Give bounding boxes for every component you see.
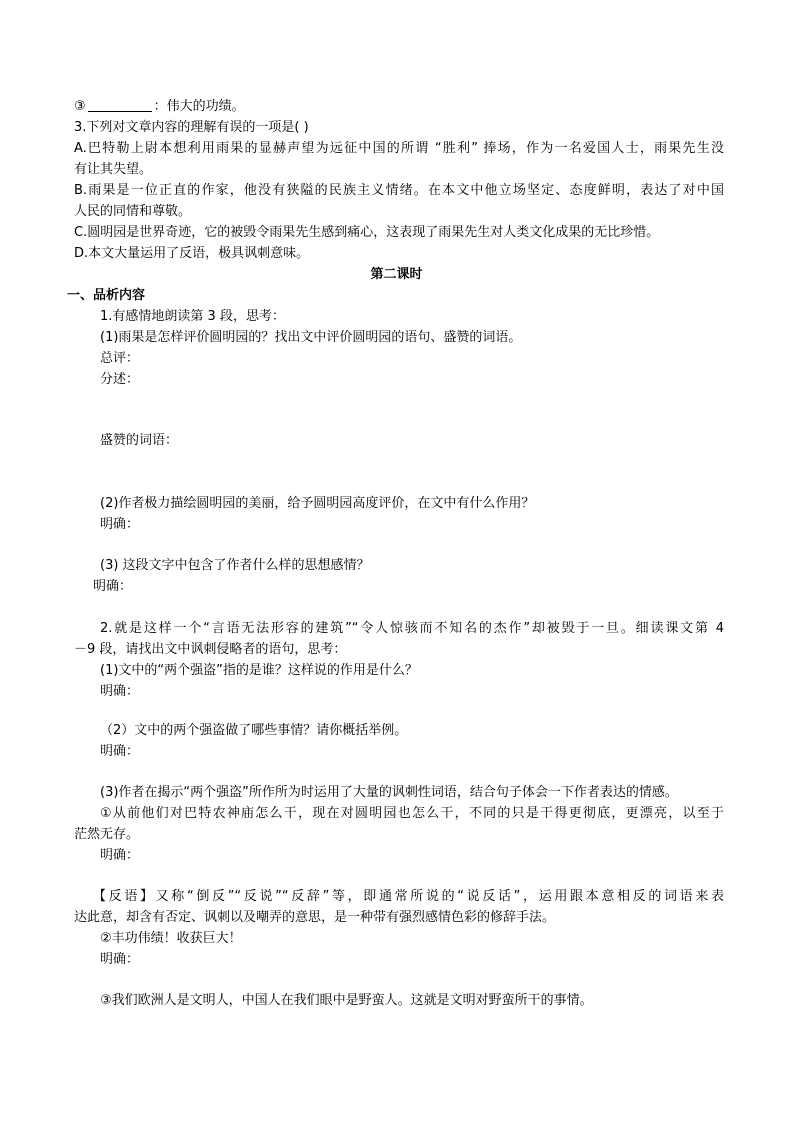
- mingque-label: 明确：: [100, 517, 140, 532]
- q3-option-b-line2: 人民的同情和尊敬。: [74, 204, 192, 219]
- p1-shengzan-label: 盛赞的词语：: [100, 433, 179, 448]
- lesson2-title: 第二课时: [370, 267, 423, 282]
- q3-option-a-line1: A.巴特勒上尉本想利用雨果的显赫声望为远征中国的所谓 “胜利” 捧场，作为一名爱国人士，雨果先生没: [74, 141, 724, 156]
- fanyu-note-line1: 【反语】又称“倒反”“反说”“反辞”等，即通常所说的“说反话”，运用跟本意相反的词语来表: [93, 889, 724, 904]
- p2-sentence1-line1: ①从前他们对巴特农神庙怎么干，现在对圆明园也怎么干，不同的只是干得更彻底，更漂亮，以至于: [100, 806, 724, 821]
- p2-q2: （2）文中的两个强盗做了哪些事情？请你概括举例。: [100, 723, 408, 738]
- p2-sentence3: ③我们欧洲人是文明人，中国人在我们眼中是野蛮人。这就是文明对野蛮所干的事情。: [100, 993, 593, 1008]
- q3-option-d: D.本文大量运用了反语，极具讽刺意味。: [74, 246, 310, 261]
- p1-q3: (3) 这段文字中包含了作者什么样的思想感情？: [100, 558, 370, 573]
- mingque-label: 明确：: [100, 848, 140, 863]
- answer-blank[interactable]: [88, 97, 152, 112]
- p1-q1: (1)雨果是怎样评价圆明园的？找出文中评价圆明园的语句、盛赞的词语。: [100, 330, 522, 345]
- p2-q1: (1)文中的“两个强盗”指的是谁？这样说的作用是什么？: [100, 663, 418, 678]
- p2-q3: (3)作者在揭示“两个强盗”所作所为时运用了大量的讽刺性词语，结合句子体会一下作者表达的情感。: [100, 785, 678, 800]
- circle-three-marker: ③: [74, 99, 86, 114]
- p1-fenshu-label: 分述：: [100, 372, 140, 387]
- mingque-label: 明确：: [93, 579, 133, 594]
- p2-stem-line2: －9 段，请找出文中讽刺侵略者的语句，思考：: [74, 642, 347, 657]
- p2-sentence1-line2: 茫然无存。: [74, 827, 140, 842]
- fanyu-note-line2: 达此意，却含有否定、讽刺以及嘲弄的意思，是一种带有强烈感情色彩的修辞手法。: [74, 910, 556, 925]
- mingque-label: 明确：: [100, 684, 140, 699]
- p2-stem-line1: 2.就是这样一个“言语无法形容的建筑”“令人惊骇而不知名的杰作”却被毁于一旦。细读课文第 4: [100, 621, 724, 636]
- q3-option-a-line2: 有让其失望。: [74, 162, 153, 177]
- q2-item3-text: ：伟大的功绩。: [153, 99, 245, 114]
- q2-item3-line: [74, 97, 245, 117]
- p1-stem: 1.有感情地朗读第 3 段，思考：: [100, 309, 285, 324]
- q3-option-b-line1: B.雨果是一位正直的作家，他没有狭隘的民族主义情绪。在本文中他立场坚定、态度鲜明，表达了对中国: [74, 183, 724, 198]
- q3-stem: 3.下列对文章内容的理解有误的一项是( ): [74, 120, 309, 135]
- p1-zongping-label: 总评：: [100, 351, 140, 366]
- p1-q2: (2)作者极力描绘圆明园的美丽，给予圆明园高度评价，在文中有什么作用？: [100, 496, 535, 511]
- p2-sentence2: ②丰功伟绩！收获巨大！: [100, 931, 242, 946]
- mingque-label: 明确：: [100, 744, 140, 759]
- mingque-label: 明确：: [100, 952, 140, 967]
- q3-option-c: C.圆明园是世界奇迹，它的被毁令雨果先生感到痛心，这表现了雨果先生对人类文化成果的无比珍惜。: [74, 225, 660, 240]
- section1-heading: 一、品析内容: [67, 288, 146, 303]
